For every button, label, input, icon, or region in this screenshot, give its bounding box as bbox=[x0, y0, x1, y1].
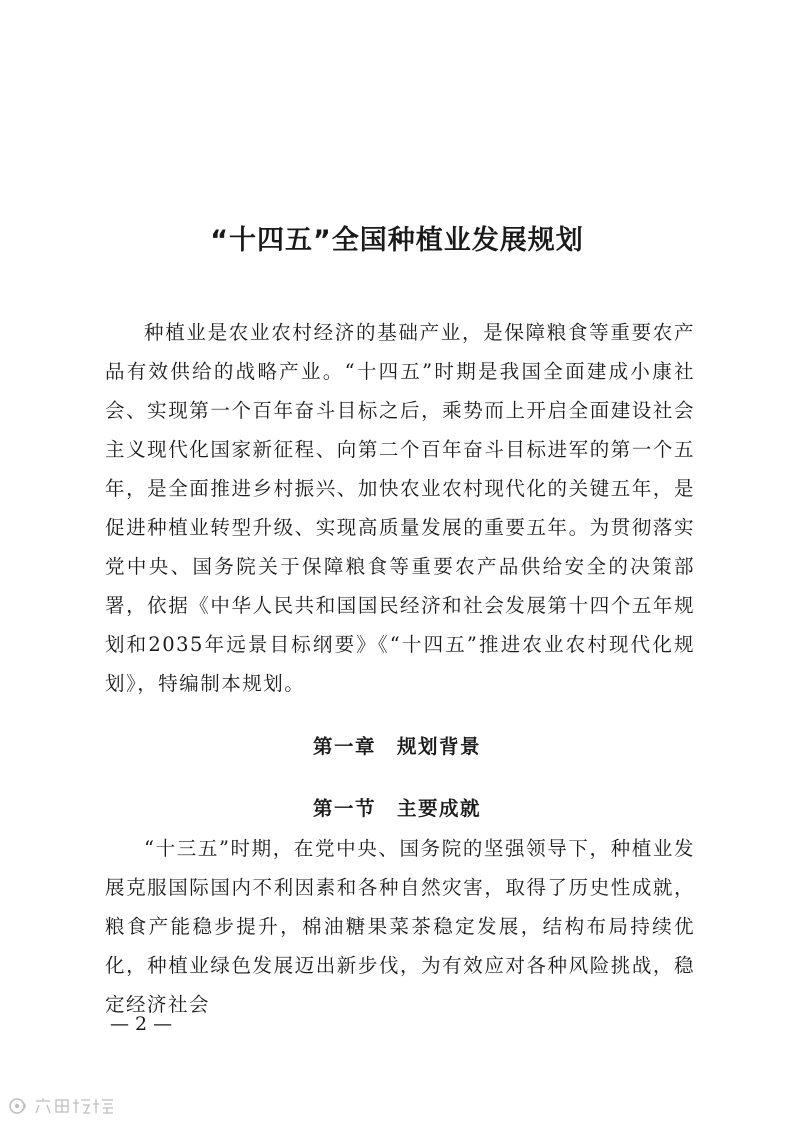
intro-paragraph: 种植业是农业农村经济的基础产业，是保障粮食等重要农产品有效供给的战略产业。“十四五”时期是我国全面建成小康社会、实现第一个百年奋斗目标之后，乘势而上开启全面建设社会主义现代化国家新征程、向第二个百年奋斗目标进军的第一个五年，是全面推进乡村振兴、加快农业农村现代化的关键五年，是促进种植业转型升级、实现高质量发展的重要五年。为贯彻落实党中央、国务院关于保障粮食等重要农产品供给安全的决策部署，依据《中华人民共和国国民经济和社会发展第十四个五年规划和2035年远景目标纲要》《“十四五”推进农业农村现代化规划》，特编制本规划。 bbox=[105, 321, 695, 695]
page-number: — 2 — bbox=[110, 1013, 173, 1035]
chapter-heading: 第一章 规划背景 bbox=[312, 735, 481, 758]
watermark-text bbox=[33, 1097, 117, 1115]
watermark bbox=[8, 1097, 117, 1115]
watermark-logo-icon bbox=[8, 1097, 30, 1115]
document-title: “十四五”全国种植业发展规划 bbox=[210, 225, 584, 256]
section-paragraph: “十三五”时期，在党中央、国务院的坚强领导下，种植业发展克服国际国内不利因素和各种自然灾害，取得了历史性成就，粮食产能稳步提升，棉油糖果菜茶稳定发展，结构布局持续优化，种植业绿色发展迈出新步伐，为有效应对各种风险挑战，稳定经济社会 bbox=[105, 837, 695, 1016]
section-heading: 第一节 主要成就 bbox=[312, 797, 481, 820]
